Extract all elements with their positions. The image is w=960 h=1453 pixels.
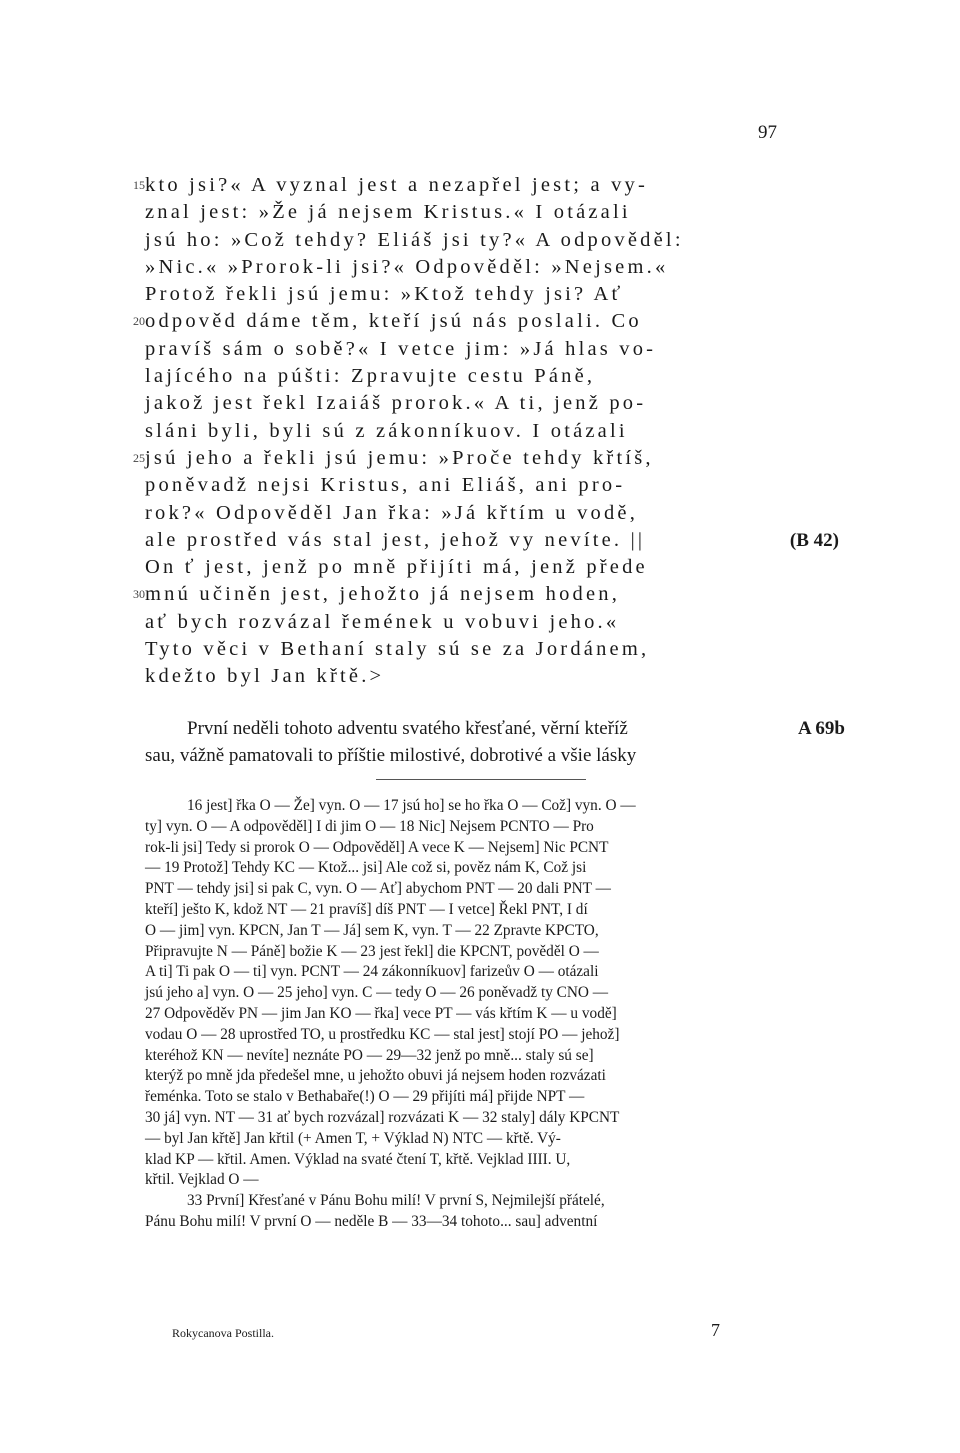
main-text-content: lajícého na púšti: Zpravujte cestu Páně, [145, 365, 596, 388]
line-number: 20 [133, 314, 145, 329]
line-number: 30 [133, 587, 145, 602]
main-text-content: poněvadž nejsi Kristus, ani Eliáš, ani pro- [145, 474, 626, 497]
apparatus-line: 30 já] vyn. NT — 31 ať bych rozvázal] rozvázati K — 32 staly] dály KPCNT [145, 1108, 620, 1126]
apparatus-line: vodau O — 28 uprostřed TO, u prostředku KC — stal jest] stojí PO — jehož] [145, 1025, 620, 1043]
main-text-line [145, 663, 785, 690]
main-text-line [145, 390, 785, 417]
page-number: 97 [758, 122, 777, 143]
separator-rule [376, 779, 586, 780]
main-text-line [133, 308, 785, 335]
apparatus-line: kteří] ješto K, kdož NT — 21 pravíš] díš PNT — I vetce] Řekl PNT, I dí [145, 900, 588, 918]
critical-apparatus [145, 796, 785, 1233]
apparatus-line: rok-li jsi] Tedy si prorok O — Odpověděl] A vece K — Nejsem] Nic PCNT [145, 838, 609, 856]
next-section-line [145, 715, 845, 742]
main-text-line [145, 500, 785, 527]
margin-reference: A 69b [798, 718, 845, 739]
margin-reference: (B 42) [789, 529, 839, 551]
main-text-line [145, 527, 839, 554]
line-number: 15 [133, 178, 145, 192]
apparatus-line: — 19 Protož] Tehdy KC — Ktož... jsi] Ale což si, pověz nám K, Což jsi [145, 859, 587, 877]
apparatus-line: Pánu Bohu milí! V první O — neděle B — 33—34 tohoto... sau] adventní [145, 1212, 598, 1230]
apparatus-line: PNT — tehdy jsi] si pak C, vyn. O — Ať] abychom PNT — 20 dali PNT — [145, 880, 611, 898]
main-text-line [145, 554, 785, 581]
main-text-content: kdežto byl Jan křtě.> [145, 665, 385, 688]
main-text-line [145, 472, 785, 499]
next-section-text: První neděli tohoto adventu svatého křesťané, věrní kteříž [187, 718, 628, 739]
apparatus-line: 16 jest] řka O — Že] vyn. O — 17 jsú ho] se ho řka O — Což] vyn. O — [187, 797, 636, 814]
apparatus-line: — byl Jan křtě] Jan křtil (+ Amen T, + Výklad N) NTC — křtě. Vý- [145, 1129, 561, 1147]
main-text-content: odpověd dáme těm, kteří jsú nás poslali. Co [145, 310, 642, 333]
main-text-content: jakož jest řekl Izaiáš prorok.« A ti, jenž po- [145, 392, 647, 415]
main-text-content: mnú učiněn jest, jehožto já nejsem hoden, [145, 583, 621, 606]
main-text-content: On ť jest, jenž po mně přijíti má, jenž přede [145, 556, 648, 579]
main-text-content: jsú jeho a řekli jsú jemu: »Proče tehdy křtíš, [145, 446, 654, 469]
signature-mark: 7 [711, 1320, 720, 1340]
main-text-line [145, 336, 785, 363]
apparatus-line: Připravujte N — Páně] božie K — 23 jest řekl] die KPCNT, pověděl O — [145, 942, 599, 960]
apparatus-line: ty] vyn. O — A odpověděl] I di jim O — 18 Nic] Nejsem PCNTO — Pro [145, 817, 594, 835]
main-text-content: Tyto věci v Bethaní staly sú se za Jordánem, [145, 638, 650, 661]
apparatus-line: A ti] Ti pak O — ti] vyn. PCNT — 24 zákonníkuov] farizeův O — otázali [145, 963, 599, 981]
apparatus-line: křtil. Vejklad O — [145, 1171, 259, 1189]
next-section-text: sau, vážně pamatovali to příštie milostivé, dobrotivé a všie lásky [145, 745, 637, 766]
apparatus-line: 27 Odpověděv PN — jim Jan KO — řka] vece PT — vás křtím K — u vodě] [145, 1004, 617, 1022]
main-text-content: ať bych rozvázal řemének u vobuvi jeho.« [145, 610, 620, 633]
main-text-line [133, 445, 785, 472]
main-text-line [145, 199, 785, 226]
main-text-line [145, 254, 785, 281]
main-text-line [145, 363, 785, 390]
apparatus-line: kteréhož KN — nevíte] neznáte PO — 29—32 jenž po mně... staly sú se] [145, 1046, 594, 1064]
footer-title: Rokycanova Postilla. [172, 1326, 274, 1340]
main-text-content: pravíš sám o sobě?« I vetce jim: »Já hlas vo- [145, 337, 657, 360]
apparatus-line: řeménka. Toto se stalo v Bethabaře(!) O — 29 přijíti má] přijde NPT — [145, 1088, 585, 1106]
main-text-content: znal jest: »Že já nejsem Kristus.« I otázali [145, 201, 631, 224]
apparatus-line: klad KP — křtil. Amen. Výklad na svaté čtení T, křtě. Vejklad IIII. U, [145, 1150, 571, 1168]
main-text-line [145, 418, 785, 445]
main-text-content: kto jsi?« A vyznal jest a nezapřel jest; a vy- [145, 174, 648, 196]
next-section [145, 715, 845, 769]
main-text-content: sláni byli, byli sú z zákonníkuov. I otázali [145, 419, 628, 442]
main-text [133, 172, 839, 691]
main-text-content: jsú ho: »Což tehdy? Eliáš jsi ty?« A odpověděl: [145, 228, 684, 251]
main-text-content: »Nic.« »Prorok-li jsi?« Odpověděl: »Nejsem.« [145, 255, 669, 278]
main-text-line [145, 227, 785, 254]
main-text-line [145, 281, 785, 308]
apparatus-line: kterýž po mně jda předešel mne, u jehožto obuvi já nejsem hoden rozvázati [145, 1067, 606, 1085]
main-text-line [133, 581, 785, 608]
main-text-line [145, 609, 785, 636]
line-number: 25 [133, 450, 145, 465]
main-text-line [145, 636, 785, 663]
main-text-content: ale prostřed vás stal jest, jehož vy nevíte. || [145, 528, 646, 551]
apparatus-line: 33 První] Křesťané v Pánu Bohu milí! V první S, Nejmilejší přátelé, [187, 1192, 605, 1210]
apparatus-line: jsú jeho a] vyn. O — 25 jeho] vyn. C — tedy O — 26 poněvadž ty CNO — [145, 984, 609, 1002]
main-text-content: rok?« Odpověděl Jan řka: »Já křtím u vodě, [145, 501, 639, 524]
apparatus-line: O — jim] vyn. KPCN, Jan T — Já] sem K, vyn. T — 22 Zpravte KPCTO, [145, 921, 599, 939]
main-text-line [133, 172, 785, 199]
main-text-content: Protož řekli jsú jemu: »Ktož tehdy jsi? Ať [145, 283, 624, 306]
next-section-line [145, 742, 785, 769]
